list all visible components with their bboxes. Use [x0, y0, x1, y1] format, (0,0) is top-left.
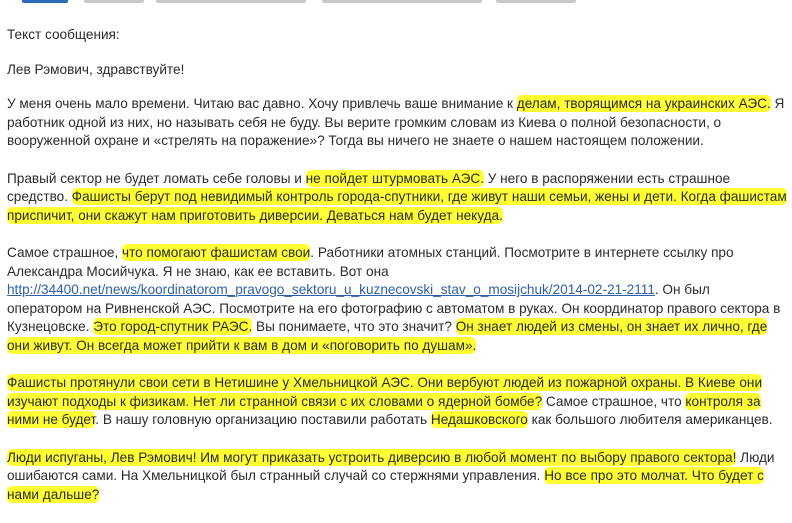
p2-highlight-2: Фашисты берут под невидимый контроль города-спутники, где живут наши семьи, жены и дети. Когда фашистам приспичит, они скажут нам приготовить диверсии. Деваться нам будет некуда.: [7, 189, 787, 223]
p5-highlight-1: Люди испуганы, Лев Рэмович! Им могут приказать устроить диверсию в любой момент по выбору правого сектора!: [7, 449, 737, 465]
cropped-text-fragment: [322, 0, 482, 3]
p5-text: Люди ошибаются сами. На Хмельницкой был странный случай со стержнями управления.: [7, 449, 775, 483]
p2-highlight-1: не пойдет штурмовать АЭС.: [305, 170, 484, 186]
p3-text-question: Вы понимаете, что это значит?: [252, 319, 456, 334]
p3-text: Самое страшное,: [7, 245, 123, 260]
cropped-text-fragment: [84, 0, 144, 3]
paragraph-5: [7, 449, 787, 505]
greeting: Лев Рэмович, здравствуйте!: [7, 61, 185, 77]
p1-highlight: делам, творящимся на украинских АЭС.: [516, 96, 771, 111]
message-body: [7, 26, 787, 523]
paragraph-4: [7, 374, 787, 430]
cropped-previous-line: [0, 0, 792, 10]
p2-text: Правый сектор не будет ломать себе головы и: [7, 170, 306, 186]
paragraph-2: [7, 170, 787, 226]
cropped-text-fragment: [496, 0, 576, 3]
p3-highlight-3: Он знает людей из смены, он знает их лично, где они живут. Он всегда может прийти к вам в дом и «поговорить по душам».: [7, 319, 768, 353]
mosiychuk-link[interactable]: http://34400.net/news/koordinatorom_pravogo_sektoru_u_kuznecovski_stav_o_mosijchuk/2014-02-21-2111: [7, 282, 655, 297]
p4-highlight-1: Фашисты протянули свои сети в Нетишине у Хмельницкой АЭС. Они вербуют людей из пожарной охраны. В Киеве они изучают подходы к физикам. Нет ли странной связи с их словами о ядерной бомбе?: [7, 375, 763, 409]
cropped-link-fragment: [22, 0, 68, 3]
p4-highlight-2: контроля за ними не будет: [7, 393, 761, 427]
p4-highlight-3: Недашковского: [430, 412, 528, 427]
p3-text-mid: . Работники атомных станций. Посмотрите в интернете ссылку про Александра Мосийчука. Я не знаю, как ее вставить. Вот она: [7, 245, 734, 279]
p3-text-after-link: . Он был оператором на Ривненской АЭС. Посмотрите на его фотографию с автоматом в руках. Он координатор правого сектора в Кузнецовске.: [7, 282, 781, 334]
p1-text-rest: Я работник одной из них, но называть себя не буду. Вы верите громким словам из Киева о полной безопасности, о вооруженной охране и «стрелять на поражение»? Тогда вы ничего не знаете о нашем настоящем положении.: [7, 96, 785, 148]
p2-text-mid: У него в распоряжении есть страшное средство.: [7, 170, 731, 204]
p1-text: У меня очень мало времени. Читаю вас давно. Хочу привлечь ваше внимание к: [7, 96, 517, 111]
cropped-text-fragment: [156, 0, 306, 3]
p3-highlight-2: Это город-спутник РАЭС.: [93, 319, 253, 334]
p4-text-end: как большого любителя американцев.: [527, 412, 773, 427]
p4-text: Самое страшное, что: [542, 393, 686, 409]
paragraph-3: [7, 244, 787, 355]
p5-highlight-2: Но все про это молчат. Что будет с нами дальше?: [7, 468, 764, 502]
message-text-label: Текст сообщения:: [7, 27, 120, 42]
p4-text-mid: . В нашу головную организацию поставили работать: [95, 412, 431, 427]
p3-highlight-1: что помогают фашистам свои: [122, 245, 311, 260]
paragraph-1: [7, 95, 787, 151]
